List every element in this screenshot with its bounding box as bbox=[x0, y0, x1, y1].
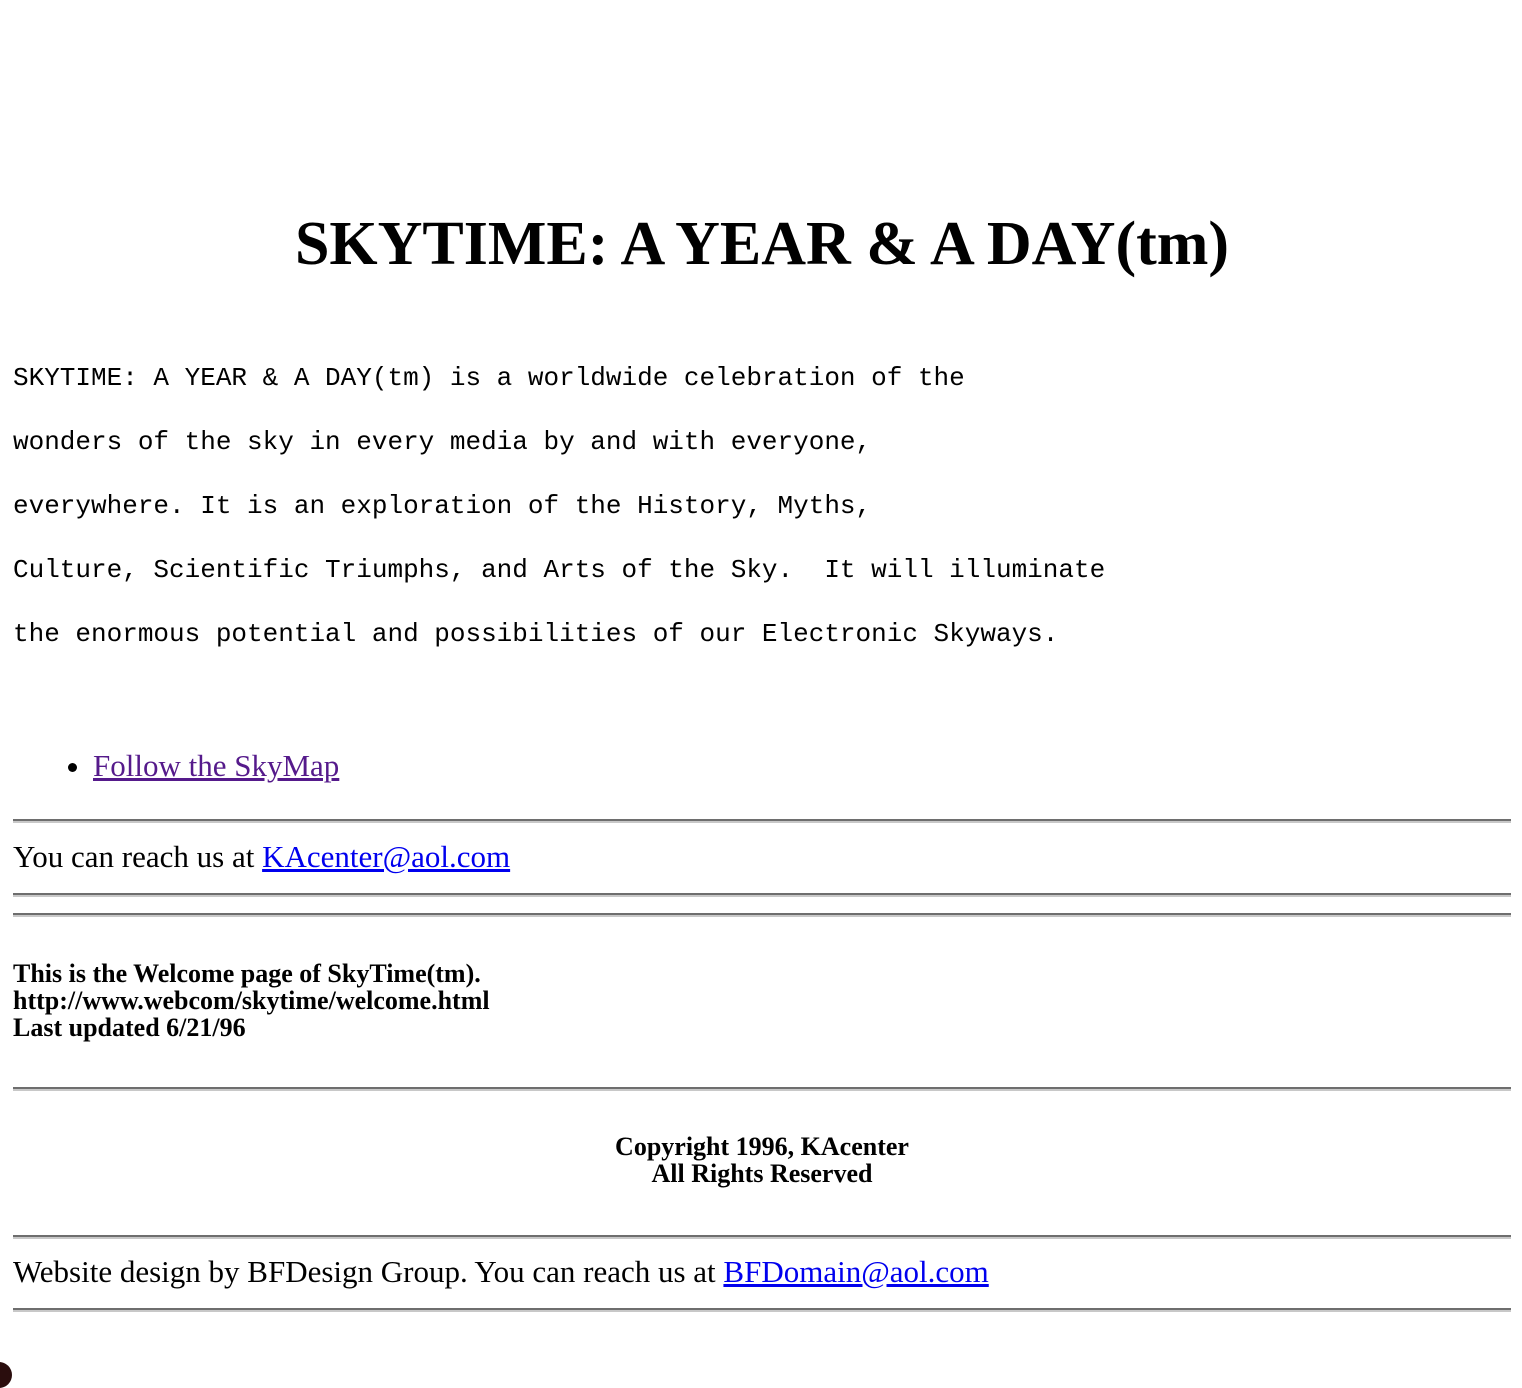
list-item bbox=[93, 746, 339, 786]
design-prefix: Website design by BFDesign Group. You can reach us at bbox=[13, 1254, 724, 1289]
divider bbox=[13, 1235, 1511, 1239]
welcome-url: http://www.webcom/skytime/welcome.html bbox=[13, 986, 490, 1015]
copyright-line: Copyright 1996, KAcenter bbox=[615, 1132, 909, 1161]
last-updated: Last updated 6/21/96 bbox=[13, 1013, 246, 1042]
page-title: SKYTIME: A YEAR & A DAY(tm) bbox=[294, 210, 1230, 278]
bfdomain-email-link[interactable]: BFDomain@aol.com bbox=[723, 1254, 989, 1289]
intro-line-1: SKYTIME: A YEAR & A DAY(tm) is a worldwide celebration of the bbox=[13, 363, 965, 393]
skymap-link[interactable]: Follow the SkyMap bbox=[93, 748, 340, 783]
divider bbox=[13, 1308, 1511, 1312]
contact-line bbox=[13, 837, 510, 877]
design-credit-line bbox=[13, 1252, 989, 1292]
welcome-info bbox=[13, 960, 490, 1041]
link-list bbox=[13, 746, 339, 786]
intro-line-3: everywhere. It is an exploration of the History, Myths, bbox=[13, 491, 872, 521]
divider bbox=[13, 1087, 1511, 1091]
intro-line-2: wonders of the sky in every media by and with everyone, bbox=[13, 427, 872, 457]
welcome-line: This is the Welcome page of SkyTime(tm). bbox=[13, 959, 481, 988]
intro-line-4: Culture, Scientific Triumphs, and Arts of the Sky. It will illuminate bbox=[13, 555, 1106, 585]
intro-line-5: the enormous potential and possibilities of our Electronic Skyways. bbox=[13, 619, 1059, 649]
kacenter-email-link[interactable]: KAcenter@aol.com bbox=[262, 839, 511, 874]
copyright-block bbox=[13, 1133, 1511, 1187]
rights-line: All Rights Reserved bbox=[651, 1159, 873, 1188]
divider bbox=[13, 819, 1511, 823]
contact-prefix: You can reach us at bbox=[13, 839, 263, 874]
intro-text bbox=[13, 362, 1105, 682]
divider bbox=[13, 913, 1511, 917]
divider bbox=[13, 893, 1511, 897]
window-corner bbox=[0, 1362, 12, 1388]
